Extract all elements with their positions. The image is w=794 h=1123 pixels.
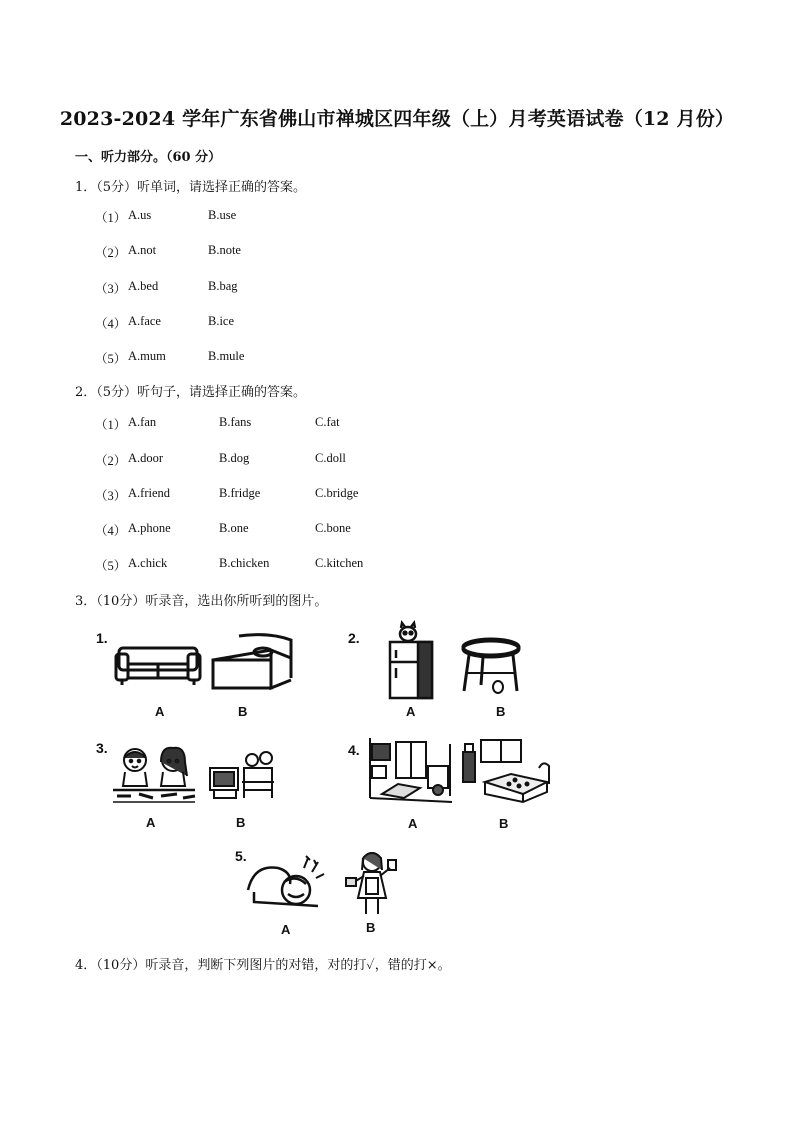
picture-group-number: 2. (348, 630, 360, 646)
option-a[interactable]: A.friend (128, 486, 170, 500)
item-number: （5） (95, 352, 127, 366)
question-4-prompt: 4．（10分）听录音，判断下列图片的对错，对的打✓，错的打×。 (75, 958, 451, 973)
item-number: （4） (95, 317, 127, 331)
bed-icon[interactable] (209, 632, 295, 692)
option-b[interactable]: B.mule (208, 349, 245, 363)
option-c[interactable]: C.doll (315, 451, 346, 465)
item-number: （3） (95, 282, 127, 296)
option-a[interactable]: A.fan (128, 415, 157, 429)
option-c[interactable]: C.bridge (315, 486, 359, 500)
item-number: （2） (95, 246, 127, 260)
question-3-prompt: 3．（10分）听录音，选出你所听到的图片。 (75, 594, 328, 609)
option-a[interactable]: A.bed (128, 279, 159, 293)
option-label-a: A (408, 816, 418, 831)
option-label-b: B (236, 815, 246, 830)
option-b[interactable]: B.note (208, 243, 241, 257)
option-label-b: B (238, 704, 248, 719)
option-label-a: A (146, 815, 156, 830)
option-label-a: A (406, 704, 416, 719)
option-label-b: B (366, 920, 376, 935)
option-a[interactable]: A.face (128, 314, 161, 328)
item-number: （1） (95, 211, 127, 225)
item-number: （3） (95, 489, 127, 503)
option-label-a: A (155, 704, 165, 719)
table-with-cat-icon[interactable] (461, 637, 523, 697)
option-b[interactable]: B.ice (208, 314, 235, 328)
bedroom-icon[interactable] (461, 738, 551, 804)
item-number: （5） (95, 559, 127, 573)
option-c[interactable]: C.kitchen (315, 556, 364, 570)
question-2-prompt: 2．（5分）听句子，请选择正确的答案。 (75, 385, 307, 400)
girl-cooking-icon[interactable] (342, 848, 400, 918)
option-a[interactable]: A.phone (128, 521, 171, 535)
family-watching-tv-icon[interactable] (208, 750, 274, 802)
option-c[interactable]: C.bone (315, 521, 351, 535)
item-number: （1） (95, 418, 127, 432)
option-b[interactable]: B.bag (208, 279, 238, 293)
option-b[interactable]: B.use (208, 208, 237, 222)
question-1-prompt: 1．（5分）听单词，请选择正确的答案。 (75, 180, 307, 195)
picture-group-number: 4. (348, 742, 360, 758)
picture-group-number: 1. (96, 630, 108, 646)
option-b[interactable]: B.chicken (219, 556, 270, 570)
fridge-with-cat-icon[interactable] (386, 622, 438, 700)
option-label-b: B (499, 816, 509, 831)
option-label-b: B (496, 704, 506, 719)
picture-group-number: 5. (235, 848, 247, 864)
option-b[interactable]: B.fans (219, 415, 252, 429)
option-b[interactable]: B.dog (219, 451, 250, 465)
option-a[interactable]: A.mum (128, 349, 166, 363)
option-label-a: A (281, 922, 291, 937)
living-room-icon[interactable] (368, 736, 454, 806)
item-number: （4） (95, 524, 127, 538)
item-number: （2） (95, 454, 127, 468)
page-title: 2023-2024 学年广东省佛山市禅城区四年级（上）月考英语试卷（12 月份） (59, 108, 735, 130)
option-c[interactable]: C.fat (315, 415, 340, 429)
option-a[interactable]: A.us (128, 208, 152, 222)
option-a[interactable]: A.not (128, 243, 157, 257)
option-a[interactable]: A.door (128, 451, 164, 465)
children-eating-icon[interactable] (113, 746, 197, 804)
section-heading-listening: 一、听力部分。（60 分） (75, 150, 222, 165)
option-b[interactable]: B.fridge (219, 486, 261, 500)
picture-group-number: 3. (96, 740, 108, 756)
sofa-icon[interactable] (116, 640, 200, 686)
child-washing-face-icon[interactable] (244, 850, 328, 914)
option-b[interactable]: B.one (219, 521, 249, 535)
option-a[interactable]: A.chick (128, 556, 168, 570)
